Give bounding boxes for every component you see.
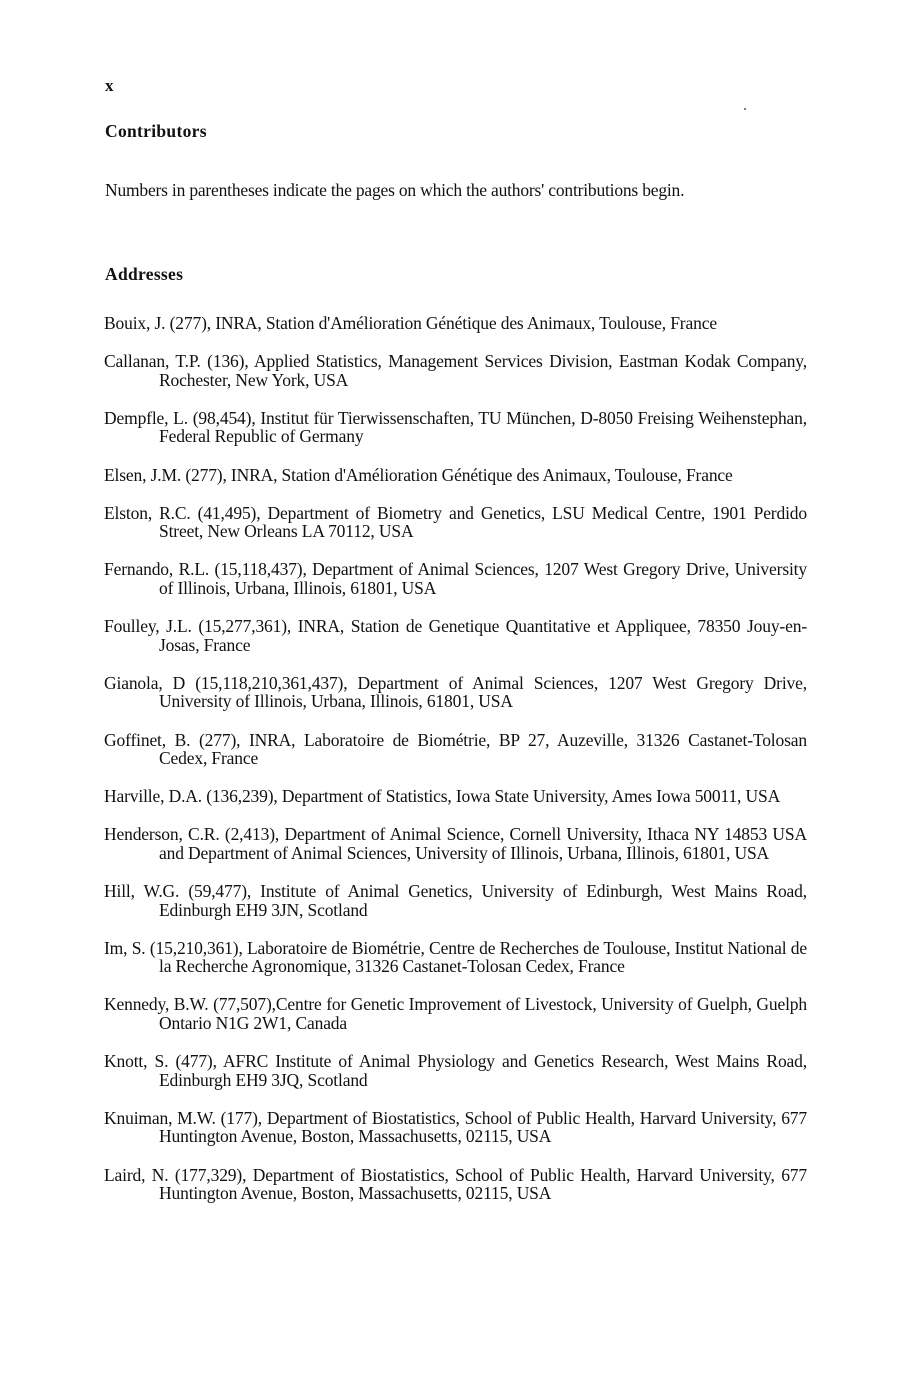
speck <box>744 108 746 110</box>
contributor-entry: Knuiman, M.W. (177), Department of Biostatistics, School of Public Health, Harvard University, 677 Huntington Avenue, Boston, Massachusetts, 02115, USA <box>104 1107 807 1147</box>
contributor-entry: Hill, W.G. (59,477), Institute of Animal Genetics, University of Edinburgh, West Mains Road, Edinburgh EH9 3JN, Scotland <box>104 881 807 920</box>
contributor-entry: Knott, S. (477), AFRC Institute of Animal Physiology and Genetics Research, West Mains Road, Edinburgh EH9 3JQ, Scotland <box>104 1051 807 1090</box>
contributor-entry: Callanan, T.P. (136), Applied Statistics, Management Services Division, Eastman Kodak Company, Rochester, New York, USA <box>104 351 807 390</box>
contributor-entry: Henderson, C.R. (2,413), Department of Animal Science, Cornell University, Ithaca NY 14853 USA and Department of Animal Sciences, University of Illinois, Urbana, Illinois, 61801, USA <box>104 824 807 863</box>
contributor-entry: Bouix, J. (277), INRA, Station d'Amélioration Génétique des Animaux, Toulouse, France <box>104 313 717 333</box>
contributor-entry: Im, S. (15,210,361), Laboratoire de Biométrie, Centre de Recherches de Toulouse, Institut National de la Recherche Agronomique, 31326 Castanet-Tolosan Cedex, France <box>104 937 807 977</box>
page-number: x <box>105 76 114 95</box>
intro-note: Numbers in parentheses indicate the pages on which the authors' contributions begin. <box>105 180 685 200</box>
contributor-list <box>104 314 807 1222</box>
page-title: Contributors <box>105 121 207 141</box>
contributor-entry: Kennedy, B.W. (77,507),Centre for Genetic Improvement of Livestock, University of Guelph, Guelph Ontario N1G 2W1, Canada <box>104 994 807 1033</box>
contributor-entry: Harville, D.A. (136,239), Department of Statistics, Iowa State University, Ames Iowa 50011, USA <box>104 786 781 807</box>
contributor-entry: Gianola, D (15,118,210,361,437), Department of Animal Sciences, 1207 West Gregory Drive, University of Illinois, Urbana, Illinois, 61801, USA <box>104 672 807 712</box>
section-heading-addresses: Addresses <box>105 264 184 284</box>
contributor-entry: Fernando, R.L. (15,118,437), Department of Animal Sciences, 1207 West Gregory Drive, University of Illinois, Urbana, Illinois, 61801, USA <box>104 559 807 598</box>
contributor-entry: Laird, N. (177,329), Department of Biostatistics, School of Public Health, Harvard University, 677 Huntington Avenue, Boston, Massachusetts, 02115, USA <box>104 1164 807 1203</box>
contributor-entry: Goffinet, B. (277), INRA, Laboratoire de Biométrie, BP 27, Auzeville, 31326 Castanet-Tolosan Cedex, France <box>104 729 807 768</box>
contributor-entry: Foulley, J.L. (15,277,361), INRA, Station de Genetique Quantitative et Appliquee, 78350 Jouy-en-Josas, France <box>104 616 807 655</box>
contributor-entry: Elston, R.C. (41,495), Department of Biometry and Genetics, LSU Medical Centre, 1901 Perdido Street, New Orleans LA 70112, USA <box>104 502 807 542</box>
contributor-entry: Dempfle, L. (98,454), Institut für Tierwissenschaften, TU München, D-8050 Freising Weihenstephan, Federal Republic of Germany <box>104 407 807 447</box>
contributor-entry: Elsen, J.M. (277), INRA, Station d'Amélioration Génétique des Animaux, Toulouse, France <box>104 464 733 485</box>
